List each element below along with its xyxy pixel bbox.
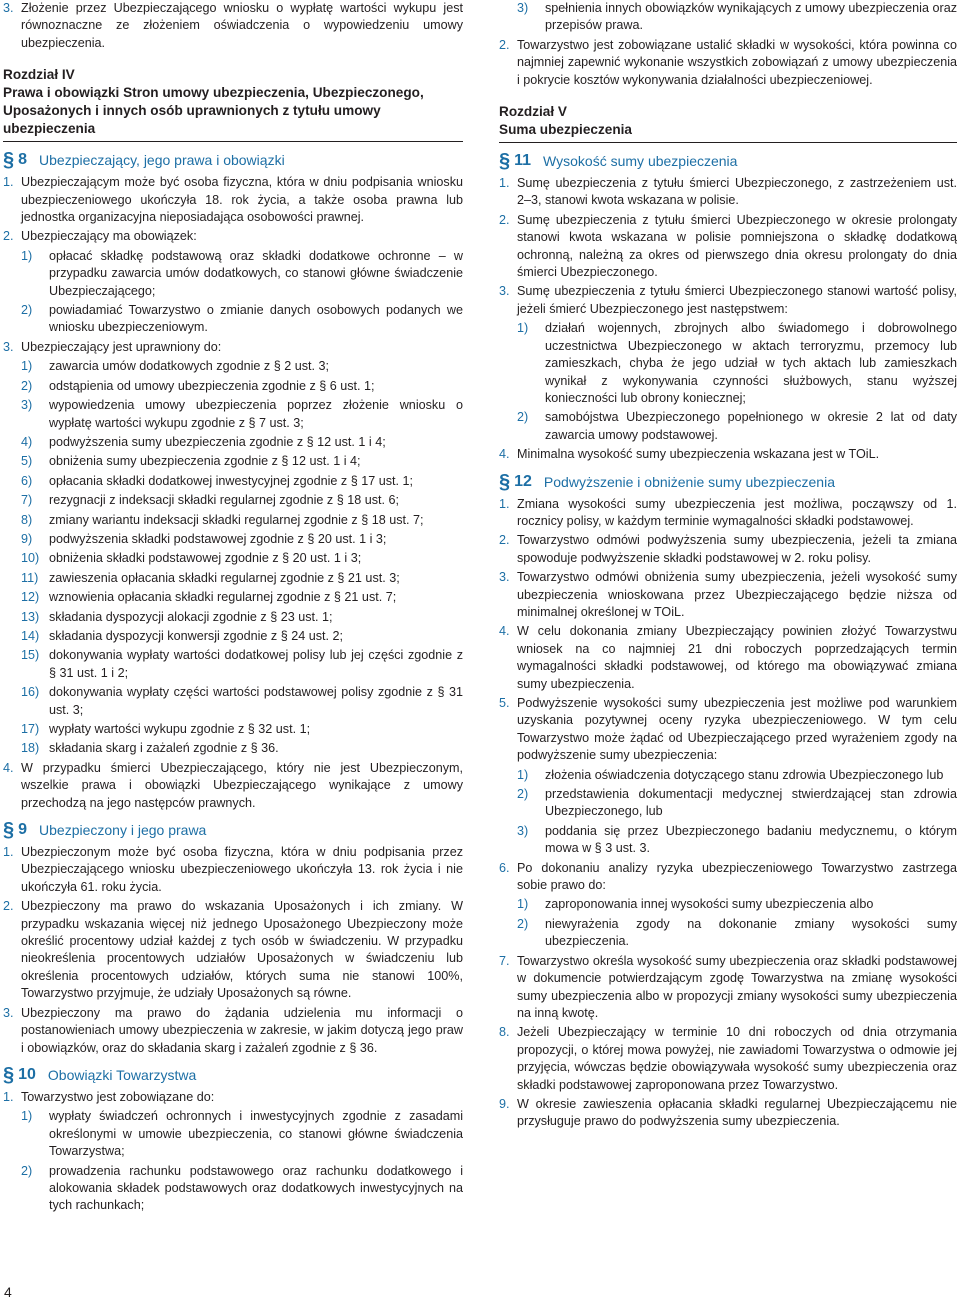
item-number: 3. bbox=[499, 570, 510, 585]
item-text: prowadzenia rachunku podstawowego oraz rachunku dodatkowego i alokowania składek podstawowych oraz dodatkowych inwestycyjnych na tych rachunkach; bbox=[49, 1163, 463, 1213]
item-text: Towarzystwo odmówi obniżenia sumy ubezpieczenia, jeżeli wysokość sumy ubezpieczenia wnioskowana przez Ubezpieczającego będzie niższa od minimalnej określonej w TOiL. bbox=[517, 570, 957, 619]
paragraph bbox=[3, 1089, 463, 1106]
paragraph bbox=[3, 844, 463, 896]
chapter-line: Suma ubezpieczenia bbox=[499, 122, 632, 138]
item-number: 1) bbox=[21, 248, 33, 263]
item-text: obniżenia sumy ubezpieczenia zgodnie z § 12 ust. 1 i 4; bbox=[49, 454, 361, 469]
item-text: Sumę ubezpieczenia z tytułu śmierci Ubezpieczonego, z zastrzeżeniem ust. 2–3, stanowi kwota wskazana w polisie. bbox=[517, 176, 957, 208]
paragraph bbox=[499, 1096, 957, 1131]
section-number: 12 bbox=[514, 472, 532, 490]
item-text: Po dokonaniu analizy ryzyka ubezpieczeniowego Towarzystwo zastrzega sobie prawo do: bbox=[517, 860, 957, 893]
item-number: 11) bbox=[21, 570, 39, 585]
item-number: 10) bbox=[21, 551, 40, 566]
paragraph bbox=[499, 1024, 957, 1094]
item-text: wypowiedzenia umowy ubezpieczenia poprzez złożenie wniosku o wypłatę wartości wykupu zgodnie z § 7 ust. 3; bbox=[49, 398, 463, 430]
item-text: Towarzystwo jest zobowiązane do: bbox=[21, 1089, 215, 1104]
paragraph bbox=[3, 0, 463, 52]
item-number: 2. bbox=[499, 212, 510, 227]
list-item bbox=[499, 767, 957, 784]
paragraph bbox=[499, 283, 957, 318]
section-number: 8 bbox=[18, 151, 28, 169]
paragraph bbox=[499, 532, 957, 567]
item-text: Sumę ubezpieczenia z tytułu śmierci Ubezpieczonego w okresie prolongaty stanowi kwota wskazana w polisie pomniejszona o składkę dodatkową ochronną, należną za okres od pierwszego dnia okresu prolongaty do dnia śmierci Ubezpieczonego. bbox=[517, 212, 957, 280]
item-text: dokonywania wypłaty części wartości podstawowej polisy zgodnie z § 31 ust. 3; bbox=[49, 685, 463, 717]
section-title: Podwyższenie i obniżenie sumy ubezpieczenia bbox=[543, 473, 835, 490]
item-number: 3) bbox=[517, 823, 529, 838]
list-item bbox=[3, 721, 463, 738]
section-title: Ubezpieczający, jego prawa i obowiązki bbox=[39, 152, 285, 169]
item-number: 4. bbox=[3, 760, 14, 775]
item-number: 2. bbox=[3, 899, 14, 914]
item-text: składania dyspozycji konwersji zgodnie z § 24 ust. 2; bbox=[49, 628, 344, 643]
item-number: 1) bbox=[21, 1109, 33, 1124]
list-item bbox=[3, 1108, 463, 1160]
item-number: 2) bbox=[517, 410, 529, 425]
list-item bbox=[3, 609, 463, 626]
chapter-line: Rozdział IV bbox=[3, 67, 75, 83]
chapter-rule bbox=[499, 142, 957, 143]
paragraph bbox=[499, 446, 957, 463]
item-number: 7) bbox=[21, 493, 33, 508]
item-text: wypłaty wartości wykupu zgodnie z § 32 ust. 1; bbox=[49, 722, 311, 736]
list-item bbox=[3, 740, 463, 757]
item-number: 2) bbox=[21, 378, 33, 393]
chapter-heading bbox=[499, 103, 957, 143]
item-text: Ubezpieczonym może być osoba fizyczna, która w dniu podpisania przez Ubezpieczającego wniosku ubezpieczeniowego ukończyła 13. rok życia i nie ukończyła 61. roku życia. bbox=[21, 845, 463, 894]
item-number: 5) bbox=[21, 454, 33, 469]
list-item bbox=[499, 786, 957, 821]
item-number: 4. bbox=[499, 624, 510, 639]
item-number: 13) bbox=[21, 609, 40, 624]
list-item bbox=[499, 916, 957, 951]
paragraph bbox=[499, 569, 957, 621]
section-heading bbox=[499, 472, 957, 492]
item-number: 8) bbox=[21, 512, 33, 527]
list-item bbox=[3, 1163, 463, 1215]
chapter-line: Prawa i obowiązki Stron umowy ubezpieczenia, Ubezpieczonego, bbox=[3, 85, 424, 101]
item-text: zmiany wariantu indeksacji składki regularnej zgodnie z § 18 ust. 7; bbox=[49, 512, 424, 527]
chapter-line: Uposażonych i innych osób uprawnionych z tytułu umowy bbox=[3, 103, 381, 119]
item-number: 4) bbox=[21, 434, 33, 449]
item-number: 14) bbox=[21, 628, 40, 643]
section-symbol: § bbox=[3, 1063, 15, 1086]
item-text: dokonywania wypłaty wartości dodatkowej polisy lub jej części zgodnie z § 31 ust. 1 i 2; bbox=[49, 648, 463, 680]
item-number: 7. bbox=[499, 953, 510, 968]
item-number: 12) bbox=[21, 590, 40, 605]
item-text: Ubezpieczony ma prawo do wskazania Uposażonych i ich zmiany. W przypadku wskazania więcej niż jednego Uposażonego Ubezpieczony może określić procentowy udział każdej z tych osób w świadczeniu. W przypadku nieokreślenia procentowych udziałów Uposażonych w świadczeniu lub określenia procentowych udziałów, których suma nie stanowi 100%, Towarzystwo przyjmuje, że udziały Uposażonych są równe. bbox=[21, 899, 463, 1001]
left-column bbox=[3, 0, 463, 1217]
paragraph bbox=[499, 496, 957, 531]
item-number: 3. bbox=[3, 1, 14, 15]
item-text: Złożenie przez Ubezpieczającego wniosku o wypłatę wartości wykupu jest równoznaczne ze złożeniem oświadczenia o wypowiedzeniu umowy ubezpieczenia. bbox=[21, 1, 463, 50]
list-item bbox=[499, 409, 957, 444]
item-text: Ubezpieczający ma obowiązek: bbox=[21, 229, 197, 244]
paragraph bbox=[499, 860, 957, 895]
section-symbol: § bbox=[3, 149, 15, 172]
item-number: 1) bbox=[517, 767, 529, 782]
item-text: Minimalna wysokość sumy ubezpieczenia wskazana jest w TOiL. bbox=[517, 447, 880, 462]
list-item bbox=[3, 397, 463, 432]
section-heading bbox=[3, 820, 463, 840]
section-number: 9 bbox=[18, 821, 28, 839]
item-text: opłacać składkę podstawową oraz składki dodatkowe ochronne – w przypadku zawarcia umów dodatkowych, co stanowi główne świadczenie Ubezpieczającego; bbox=[49, 248, 463, 298]
list-item bbox=[499, 0, 957, 35]
list-item bbox=[499, 823, 957, 858]
item-text: Towarzystwo jest zobowiązane ustalić składki w wysokości, która powinna co najmniej zapewnić wykonanie wszystkich zobowiązań z umowy ubezpieczenia i pokrycie kosztów wykonywania działalności ubezpieczeniowej. bbox=[517, 37, 957, 87]
list-item bbox=[3, 531, 463, 548]
list-item bbox=[499, 896, 957, 913]
list-item bbox=[3, 492, 463, 509]
item-number: 6) bbox=[21, 473, 33, 488]
item-number: 3. bbox=[3, 339, 14, 354]
section-symbol: § bbox=[499, 150, 511, 173]
list-item bbox=[3, 302, 463, 337]
list-item bbox=[3, 453, 463, 470]
item-text: powiadamiać Towarzystwo o zmianie danych osobowych podanych we wniosku ubezpieczeniowym. bbox=[49, 303, 463, 335]
item-text: składania skarg i zażaleń zgodnie z § 36. bbox=[49, 741, 279, 756]
list-item bbox=[3, 628, 463, 645]
paragraph bbox=[499, 623, 957, 693]
section-title: Obowiązki Towarzystwa bbox=[47, 1066, 197, 1083]
section-heading bbox=[3, 150, 463, 170]
page-number: 4 bbox=[4, 1284, 12, 1300]
item-text: W okresie zawieszenia opłacania składki regularnej Ubezpieczającemu nie przysługuje prawo do podwyższenia sumy ubezpieczenia. bbox=[517, 1096, 957, 1129]
item-number: 1. bbox=[3, 845, 14, 860]
paragraph bbox=[3, 1005, 463, 1057]
item-text: Ubezpieczający jest uprawniony do: bbox=[21, 339, 222, 354]
item-text: niewyrażenia zgody na dokonanie zmiany wysokości sumy ubezpieczenia. bbox=[545, 916, 957, 949]
list-item bbox=[3, 378, 463, 395]
item-text: podwyższenia sumy ubezpieczenia zgodnie z § 12 ust. 1 i 4; bbox=[49, 434, 386, 449]
item-number: 3) bbox=[21, 398, 33, 413]
item-text: składania dyspozycji alokacji zgodnie z § 23 ust. 1; bbox=[49, 609, 333, 624]
item-text: rezygnacji z indeksacji składki regularnej zgodnie z § 18 ust. 6; bbox=[49, 493, 400, 508]
item-number: 2) bbox=[21, 1163, 33, 1178]
item-text: zawieszenia opłacania składki regularnej zgodnie z § 21 ust. 3; bbox=[49, 570, 400, 585]
list-item bbox=[3, 589, 463, 606]
paragraph bbox=[499, 953, 957, 1023]
item-number: 1. bbox=[3, 1089, 14, 1104]
list-item bbox=[499, 320, 957, 407]
paragraph bbox=[499, 695, 957, 765]
paragraph bbox=[499, 212, 957, 282]
right-column bbox=[499, 0, 957, 1133]
item-number: 6. bbox=[499, 860, 510, 875]
section-symbol: § bbox=[499, 470, 511, 493]
item-number: 1) bbox=[21, 359, 33, 374]
item-number: 15) bbox=[21, 648, 40, 663]
item-text: Towarzystwo odmówi podwyższenia sumy ubezpieczenia, jeżeli ta zmiana spowoduje podwyższenie składki podstawowej w 2. roku polisy. bbox=[517, 533, 957, 565]
item-text: działań wojennych, zbrojnych albo świadomego i dobrowolnego uczestnictwa Ubezpieczonego w aktach terroryzmu, przemocy lub zamieszkach, chyba że jego udział w tych aktach lub zamieszkach wynikał z wykonywania czynności służbowych, stanu wyższej konieczności lub obrony koniecznej; bbox=[545, 321, 957, 405]
list-item bbox=[3, 570, 463, 587]
list-item bbox=[3, 512, 463, 529]
section-heading bbox=[499, 151, 957, 171]
chapter-line: Rozdział V bbox=[499, 104, 567, 120]
item-text: Ubezpieczającym może być osoba fizyczna, która w dniu podpisania wniosku ubezpieczeniowego ukończyła 18. rok życia, a także osoba prawna lub jednostka organizacyjna nieposiadająca osobowości prawnej. bbox=[21, 175, 463, 225]
item-number: 1. bbox=[499, 176, 510, 191]
item-number: 2) bbox=[21, 303, 33, 318]
item-text: Podwyższenie wysokości sumy ubezpieczenia jest możliwe pod warunkiem uzyskania pozytywnej oceny ryzyka ubezpieczeniowego. W tym celu Towarzystwo może żądać od Ubezpieczającego przed wyrażeniem zgody na podwyższenie sumy ubezpieczenia: bbox=[517, 696, 957, 763]
section-number: 10 bbox=[18, 1065, 36, 1083]
item-text: obniżenia składki podstawowej zgodnie z § 20 ust. 1 i 3; bbox=[49, 551, 362, 566]
item-text: spełnienia innych obowiązków wynikających z umowy ubezpieczenia oraz przepisów prawa. bbox=[545, 1, 957, 33]
item-number: 2. bbox=[499, 533, 510, 548]
item-text: przedstawienia dokumentacji medycznej stwierdzającej stan zdrowia Ubezpieczonego, lub bbox=[545, 787, 957, 819]
item-number: 17) bbox=[21, 722, 40, 736]
item-number: 3. bbox=[3, 1005, 14, 1020]
chapter-line: ubezpieczenia bbox=[3, 121, 96, 137]
item-text: wypłaty świadczeń ochronnych i inwestycyjnych zgodnie z zasadami określonymi w umowie ubezpieczenia, co stanowi główne świadczenia Towarzystwa; bbox=[49, 1109, 463, 1159]
item-text: odstąpienia od umowy ubezpieczenia zgodnie z § 6 ust. 1; bbox=[49, 378, 375, 393]
item-number: 2) bbox=[517, 916, 529, 931]
list-item bbox=[3, 434, 463, 451]
list-item bbox=[3, 473, 463, 490]
item-text: Zmiana wysokości sumy ubezpieczenia jest możliwa, począwszy od 1. rocznicy polisy, w każdym terminie wymagalności składki podstawowej. bbox=[517, 496, 957, 528]
item-text: podwyższenia składki podstawowej zgodnie z § 20 ust. 1 i 3; bbox=[49, 531, 387, 546]
paragraph bbox=[3, 228, 463, 245]
item-text: W celu dokonania zmiany Ubezpieczający powinien złożyć Towarzystwu wniosek na co najmniej 21 dni roboczych poprzedzających termin wymagalności składki podstawowej, od którego ma obowiązywać zmiana sumy ubezpieczenia. bbox=[517, 624, 957, 691]
item-number: 18) bbox=[21, 741, 40, 756]
item-number: 3. bbox=[499, 284, 510, 299]
item-text: wznowienia opłacania składki regularnej zgodnie z § 21 ust. 7; bbox=[49, 590, 397, 605]
paragraph bbox=[499, 175, 957, 210]
item-text: Sumę ubezpieczenia z tytułu śmierci Ubezpieczonego stanowi wartość polisy, jeżeli śmierć Ubezpieczonego jest następstwem: bbox=[517, 284, 957, 316]
section-title: Wysokość sumy ubezpieczenia bbox=[543, 153, 738, 170]
item-text: opłacania składki dodatkowej inwestycyjnej zgodnie z § 17 ust. 1; bbox=[49, 473, 414, 488]
item-number: 2. bbox=[499, 37, 510, 52]
item-number: 16) bbox=[21, 685, 40, 700]
item-number: 4. bbox=[499, 447, 510, 462]
section-heading bbox=[3, 1065, 463, 1085]
item-text: zaproponowania innej wysokości sumy ubezpieczenia albo bbox=[545, 897, 874, 912]
item-text: Jeżeli Ubezpieczający w terminie 10 dni roboczych od dnia otrzymania propozycji, o której mowa powyżej, nie zawiadomi Towarzystwa o odmowie jej przyjęcia, wówczas będzie obowiązywała wysokość sumy ubezpieczenia oraz składki podstawowej zaproponowana przez Towarzystwo. bbox=[517, 1025, 957, 1092]
section-number: 11 bbox=[514, 152, 532, 170]
list-item bbox=[3, 358, 463, 375]
item-number: 8. bbox=[499, 1025, 510, 1040]
list-item bbox=[3, 248, 463, 300]
list-item bbox=[3, 647, 463, 682]
paragraph bbox=[3, 339, 463, 356]
paragraph bbox=[3, 898, 463, 1002]
paragraph bbox=[3, 174, 463, 226]
paragraph bbox=[499, 37, 957, 89]
item-text: poddania się przez Ubezpieczonego badaniu medycznemu, o którym mowa w § 3 ust. 3. bbox=[545, 823, 957, 856]
item-number: 9) bbox=[21, 531, 33, 546]
paragraph bbox=[3, 760, 463, 812]
item-number: 1) bbox=[517, 897, 529, 912]
item-number: 1) bbox=[517, 321, 529, 336]
item-text: W przypadku śmierci Ubezpieczającego, który nie jest Ubezpieczonym, wszelkie prawa i obowiązki Ubezpieczającego wynikające z umowy przechodzą na jego następców prawnych. bbox=[21, 760, 463, 810]
item-number: 1. bbox=[3, 175, 14, 190]
list-item bbox=[3, 684, 463, 719]
section-title: Ubezpieczony i jego prawa bbox=[39, 822, 207, 839]
item-number: 9. bbox=[499, 1096, 510, 1111]
item-number: 2. bbox=[3, 229, 14, 244]
section-symbol: § bbox=[3, 819, 15, 842]
item-text: Towarzystwo określa wysokość sumy ubezpieczenia oraz składki podstawowej w dokumencie potwierdzającym zgodę Towarzystwa na zmianę wysokości sumy ubezpieczenia albo w propozycji zmiany wysokości sumy ubezpieczenia na inną kwotę. bbox=[517, 953, 957, 1020]
chapter-rule bbox=[3, 141, 463, 142]
item-number: 2) bbox=[517, 787, 529, 802]
list-item bbox=[3, 550, 463, 567]
item-text: Ubezpieczony ma prawo do żądania udzielenia mu informacji o postanowieniach umowy ubezpieczenia w zakresie, w jakim dotyczą jego praw i obowiązków, oraz do składania skarg i zażaleń zgodnie z § 36. bbox=[21, 1005, 463, 1055]
item-text: zawarcia umów dodatkowych zgodnie z § 2 ust. 3; bbox=[49, 359, 330, 374]
item-number: 5. bbox=[499, 696, 510, 710]
chapter-heading bbox=[3, 66, 463, 142]
item-number: 3) bbox=[517, 1, 529, 15]
item-text: samobójstwa Ubezpieczonego popełnionego w okresie 2 lat od daty zawarcia umowy podstawowej. bbox=[545, 410, 957, 442]
item-text: złożenia oświadczenia dotyczącego stanu zdrowia Ubezpieczonego lub bbox=[545, 767, 944, 782]
item-number: 1. bbox=[499, 496, 510, 511]
